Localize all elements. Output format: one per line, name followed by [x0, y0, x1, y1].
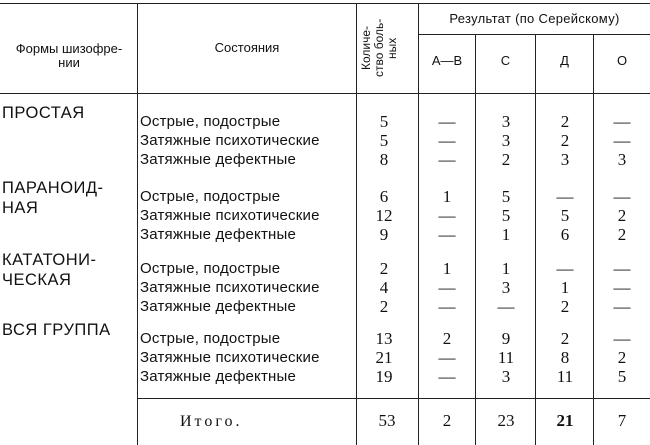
- cell-n: 5: [379, 131, 389, 150]
- state-label: Затяжные дефектные: [140, 298, 297, 315]
- cell-ab: —: [438, 150, 456, 169]
- cell-n: 2: [379, 297, 389, 316]
- cell-n: 19: [375, 367, 393, 386]
- cell-o: —: [613, 329, 631, 348]
- cell-ab: —: [438, 206, 456, 225]
- state-label: Затяжные психотические: [140, 349, 320, 366]
- state-label: Острые, подострые: [140, 113, 281, 130]
- cell-ab: —: [438, 367, 456, 386]
- col-divider-results: [418, 3, 419, 445]
- cell-c: 5: [501, 206, 511, 225]
- cell-o: —: [613, 297, 631, 316]
- cell-c: 3: [501, 131, 511, 150]
- cell-c: —: [497, 297, 515, 316]
- form-label: ЧЕСКАЯ: [2, 271, 72, 289]
- cell-o: 2: [617, 225, 627, 244]
- cell-c: 11: [497, 348, 515, 367]
- total-ab: 2: [442, 411, 452, 430]
- cell-ab: —: [438, 297, 456, 316]
- cell-d: 1: [560, 278, 570, 297]
- cell-ab: —: [438, 225, 456, 244]
- cell-n: 2: [379, 259, 389, 278]
- cell-o: —: [613, 187, 631, 206]
- cell-d: —: [556, 187, 574, 206]
- cell-d: 11: [556, 367, 574, 386]
- header-forms: Формы шизофре- нии: [15, 41, 123, 70]
- cell-ab: 1: [442, 259, 452, 278]
- cell-d: 3: [560, 150, 570, 169]
- cell-o: —: [613, 259, 631, 278]
- cell-d: 6: [560, 225, 570, 244]
- cell-ab: 2: [442, 329, 452, 348]
- cell-d: 2: [560, 297, 570, 316]
- state-label: Острые, подострые: [140, 260, 281, 277]
- cell-c: 3: [501, 278, 511, 297]
- cell-o: 2: [617, 348, 627, 367]
- total-rule: [138, 398, 650, 399]
- cell-o: —: [613, 278, 631, 297]
- col-divider-o: [593, 34, 594, 445]
- result-subheader-rule: [418, 34, 650, 35]
- state-label: Затяжные дефектные: [140, 151, 297, 168]
- header-count: Количе- ство боль- ных: [359, 18, 399, 78]
- cell-ab: —: [438, 131, 456, 150]
- cell-ab: —: [438, 112, 456, 131]
- cell-n: 4: [379, 278, 389, 297]
- cell-n: 5: [379, 112, 389, 131]
- cell-o: 3: [617, 150, 627, 169]
- total-c: 23: [497, 411, 515, 430]
- col-divider-states: [137, 3, 138, 445]
- total-o: 7: [617, 411, 627, 430]
- cell-ab: 1: [442, 187, 452, 206]
- form-label: НАЯ: [2, 199, 39, 217]
- cell-n: 6: [379, 187, 389, 206]
- cell-n: 13: [375, 329, 393, 348]
- cell-d: 2: [560, 329, 570, 348]
- cell-c: 9: [501, 329, 511, 348]
- cell-o: —: [613, 112, 631, 131]
- state-label: Острые, подострые: [140, 188, 281, 205]
- cell-o: 2: [617, 206, 627, 225]
- cell-n: 9: [379, 225, 389, 244]
- total-label: Итого.: [180, 413, 243, 430]
- form-label: ПАРАНОИД-: [2, 179, 104, 197]
- cell-d: 2: [560, 112, 570, 131]
- header-top-rule: [0, 3, 650, 4]
- cell-c: 3: [501, 112, 511, 131]
- state-label: Острые, подострые: [140, 330, 281, 347]
- form-label: ПРОСТАЯ: [2, 104, 85, 122]
- state-label: Затяжные дефектные: [140, 368, 297, 385]
- state-label: Затяжные психотические: [140, 132, 320, 149]
- header-result-ab: А—В: [431, 53, 463, 68]
- cell-ab: —: [438, 278, 456, 297]
- state-label: Затяжные дефектные: [140, 226, 297, 243]
- cell-d: 2: [560, 131, 570, 150]
- cell-d: 5: [560, 206, 570, 225]
- cell-n: 8: [379, 150, 389, 169]
- cell-d: —: [556, 259, 574, 278]
- header-result-o: О: [616, 53, 628, 68]
- cell-c: 1: [501, 225, 511, 244]
- cell-n: 21: [375, 348, 393, 367]
- cell-ab: —: [438, 348, 456, 367]
- form-label: КАТАТОНИ-: [2, 251, 97, 269]
- cell-c: 1: [501, 259, 511, 278]
- cell-c: 3: [501, 367, 511, 386]
- cell-c: 2: [501, 150, 511, 169]
- form-label: ВСЯ ГРУППА: [2, 321, 111, 339]
- state-label: Затяжные психотические: [140, 207, 320, 224]
- header-result-group: Результат (по Серейскому): [449, 11, 620, 26]
- header-bottom-rule: [0, 93, 650, 94]
- header-result-d: Д: [560, 53, 569, 68]
- total-n: 53: [378, 411, 396, 430]
- col-divider-c: [475, 34, 476, 445]
- col-divider-count: [356, 3, 357, 445]
- cell-n: 12: [375, 206, 393, 225]
- total-d: 21: [556, 411, 574, 430]
- header-result-c: С: [500, 53, 511, 68]
- cell-o: —: [613, 131, 631, 150]
- state-label: Затяжные психотические: [140, 279, 320, 296]
- cell-d: 8: [560, 348, 570, 367]
- cell-c: 5: [501, 187, 511, 206]
- col-divider-d: [535, 34, 536, 445]
- header-states: Состояния: [214, 40, 280, 55]
- cell-o: 5: [617, 367, 627, 386]
